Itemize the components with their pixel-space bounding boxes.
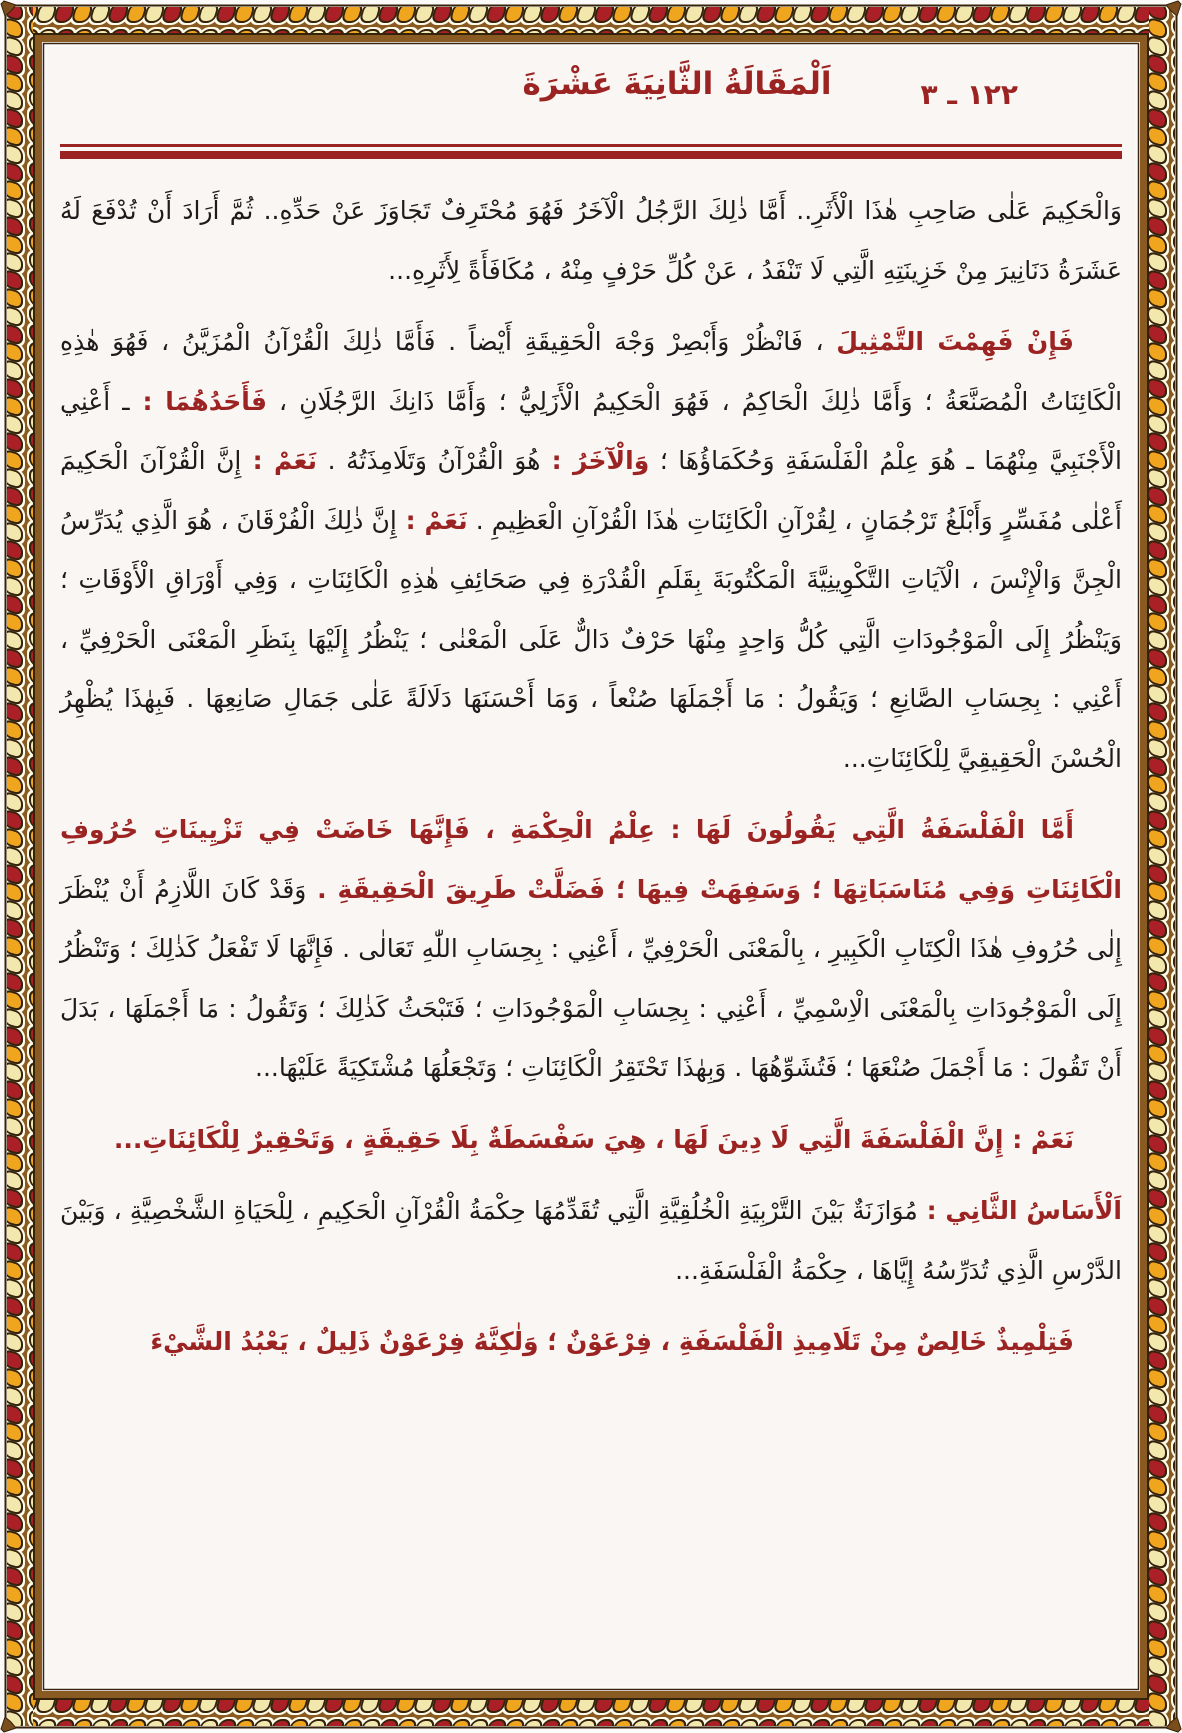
text-segment: نَعَمْ : bbox=[241, 446, 318, 475]
page-content bbox=[60, 52, 1122, 1384]
paragraph bbox=[60, 1181, 1122, 1300]
corner-finial bbox=[1166, 1717, 1181, 1732]
text-segment: نَعَمْ : bbox=[396, 505, 468, 535]
text-segment: وَالْحَكِيمَ عَلٰى صَاحِبِ هٰذَا الْأَثَرِ.. أَمَّا ذٰلِكَ الرَّجُلُ الْآخَرُ فَهُوَ مُحْتَرِفٌ تَجَاوَزَ عَنْ حَدِّهِ.. ثُمَّ أَرَادَ أَنْ تُدْفَعَ لَهُ عَشَرَةُ دَنَانِيرَ مِنْ خَزِينَتِهِ الَّتِي لَا تَنْفَدُ ، عَنْ كُلِّ حَرْفٍ مِنْهُ ، مُكَافَأَةً لِأَثَرِهِ... bbox=[60, 196, 1122, 285]
text-segment: نَعَمْ : إِنَّ الْفَلْسَفَةَ الَّتِي لَا دِينَ لَهَا ، هِيَ سَفْسَطَةٌ بِلَا حَقِيقَةٍ ، وَتَحْقِيرٌ لِلْكَائِنَاتِ... bbox=[113, 1124, 1074, 1154]
text-segment: وَقَدْ كَانَ اللَّازِمُ أَنْ يُنْظَرَ إِلٰى حُرُوفِ هٰذَا الْكِتَابِ الْكَبِيرِ ، بِالْمَعْنَى الْحَرْفِيِّ ، أَعْنِي : بِحِسَابِ اللّٰهِ تَعَالٰى . فَإِنَّهَا لَا تَفْعَلُ كَذٰلِكَ ؛ وَتَنْظُرُ إِلَى الْمَوْجُودَاتِ بِالْمَعْنَى الْاِسْمِيِّ ، أَعْنِي : بِحِسَابِ الْمَوْجُودَاتِ ؛ فَتَبْحَثُ كَذٰلِكَ ؛ وَتَقُولُ : مَا أَجْمَلَهَا ، بَدَلَ أَنْ تَقُولَ : مَا أَجْمَلَ صُنْعَهَا ؛ فَتُشَوِّهُهَا . وَبِهٰذَا تَحْتَقِرُ الْكَائِنَاتِ ؛ وَتَجْعَلُهَا مُشْتَكِيَةً عَلَيْهَا... bbox=[60, 874, 1122, 1082]
paragraph bbox=[60, 181, 1122, 300]
text-segment: وَالْآخَرُ : bbox=[540, 446, 650, 475]
corner-finial bbox=[1, 1, 16, 16]
corner-finial bbox=[1166, 1, 1181, 16]
text-segment: اَلْأَسَاسُ الثَّانِي : bbox=[917, 1196, 1122, 1225]
text-segment: هُوَ الْقُرْآنُ وَتَلَامِذَتُهُ . bbox=[317, 446, 541, 475]
header-divider bbox=[60, 144, 1122, 159]
body-text bbox=[60, 181, 1122, 1372]
page-title: اَلْمَقَالَةُ الثَّانِيَةَ عَشْرَةَ bbox=[522, 66, 832, 102]
page-number: ١٢٢ ـ ٣ bbox=[920, 78, 1018, 111]
text-segment: إِنَّ ذٰلِكَ الْفُرْقَانَ ، هُوَ الَّذِي يُدَرِّسُ الْجِنَّ وَالْإِنْسَ ، الْآيَاتِ التَّكْوِينِيَّةَ الْمَكْتُوبَةَ بِقَلَمِ الْقُدْرَةِ فِي صَحَائِفِ هٰذِهِ الْكَائِنَاتِ ، وَفِي أَوْرَاقِ الْأَوْقَاتِ ؛ وَيَنْظُرُ إِلَى الْمَوْجُودَاتِ الَّتِي كُلُّ وَاحِدٍ مِنْهَا حَرْفٌ دَالٌّ عَلَى الْمَعْنٰى ؛ يَنْظُرُ إِلَيْهَا بِنَظَرِ الْمَعْنَى الْحَرْفِيِّ ، أَعْنِي : بِحِسَابِ الصَّانِعِ ؛ وَيَقُولُ : مَا أَجْمَلَهَا صُنْعاً ، وَمَا أَحْسَنَهَا دَلَالَةً عَلٰى جَمَالِ صَانِعِهَا . فَبِهٰذَا يُظْهِرُ الْحُسْنَ الْحَقِيقِيَّ لِلْكَائِنَاتِ... bbox=[60, 505, 1122, 773]
corner-finial bbox=[1, 1717, 16, 1732]
text-segment: مُوَازَنَةٌ بَيْنَ التَّرْبِيَةِ الْخُلُقِيَّةِ الَّتِي تُقَدِّمُهَا حِكْمَةُ الْقُرْآنِ الْحَكِيمِ ، لِلْحَيَاةِ الشَّخْصِيَّةِ ، وَبَيْنَ الدَّرْسِ الَّذِي تُدَرِّسُهُ إِيَّاهَا ، حِكْمَةُ الْفَلْسَفَةِ... bbox=[60, 1196, 1122, 1285]
page-header bbox=[60, 52, 1122, 144]
paragraph bbox=[60, 312, 1122, 788]
paragraph bbox=[60, 1110, 1122, 1170]
paragraph bbox=[60, 800, 1122, 1098]
text-segment: ، فَانْظُرْ وَأَبْصِرْ وَجْهَ الْحَقِيقَةِ أَيْضاً . فَأَمَّا ذٰلِكَ الْقُرْآنُ الْمُزَيَّنُ ، فَهُوَ هٰذِهِ الْكَائِنَاتُ الْمُصَنَّعَةُ ؛ وَأَمَّا ذٰلِكَ الْحَاكِمُ ، فَهُوَ الْحَكِيمُ الْأَزَلِيُّ ؛ وَأَمَّا ذَانِكَ الرَّجُلَانِ ، bbox=[60, 327, 1123, 416]
text-segment: فَتِلْمِيذٌ خَالِصٌ مِنْ تَلَامِيذِ الْفَلْسَفَةِ ، فِرْعَوْنٌ ؛ وَلٰكِنَّهُ فِرْعَوْنٌ ذَلِيلٌ ، يَعْبُدُ الشَّيْءَ bbox=[150, 1327, 1074, 1356]
text-segment: أَمَّا الْفَلْسَفَةُ الَّتِي يَقُولُونَ لَهَا : عِلْمُ الْحِكْمَةِ ، فَإِنَّهَا خَاضَتْ فِي تَزْيِينَاتِ حُرُوفِ الْكَائِنَاتِ وَفِي مُنَاسَبَاتِهَا ؛ وَسَفِهَتْ فِيهَا ؛ فَضَلَّتْ طَرِيقَ الْحَقِيقَةِ . bbox=[60, 815, 1122, 904]
text-segment: ـ أَعْنِي الْأَجْنَبِيَّ مِنْهُمَا ـ هُوَ عِلْمُ الْفَلْسَفَةِ وَحُكَمَاؤُهَا ؛ bbox=[60, 386, 1122, 475]
text-segment: فَإِنْ فَهِمْتَ التَّمْثِيلَ bbox=[836, 327, 1074, 356]
text-segment: فَأَحَدُهُمَا : bbox=[129, 386, 267, 416]
text-segment: إِنَّ الْقُرْآنَ الْحَكِيمَ أَعْلٰى مُفَسِّرٍ وَأَبْلَغُ تَرْجُمَانٍ ، لِقُرْآنِ الْكَائِنَاتِ هٰذَا الْقُرْآنِ الْعَظِيمِ . bbox=[60, 446, 1122, 535]
paragraph bbox=[60, 1312, 1122, 1372]
